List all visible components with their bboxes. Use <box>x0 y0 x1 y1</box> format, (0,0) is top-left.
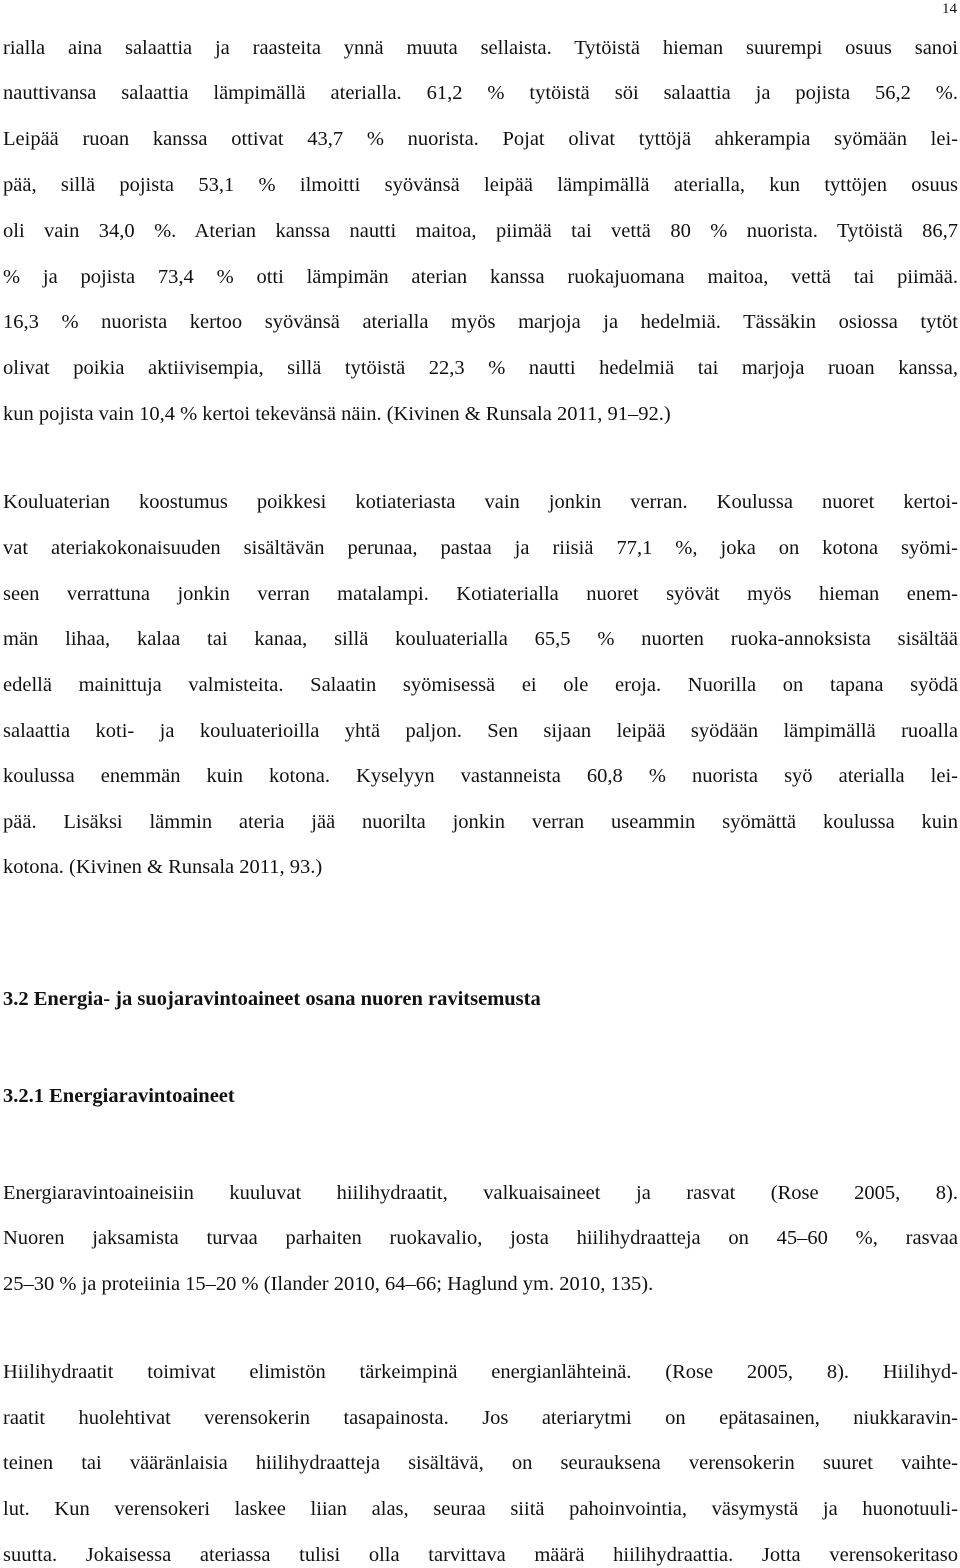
text-line: pää, sillä pojista 53,1 % ilmoitti syövänsä leipää lämpimällä aterialla, kun tyttöjen osuus <box>3 174 958 196</box>
text-line: pää. Lisäksi lämmin ateria jää nuorilta jonkin verran useammin syömättä koulussa kuin <box>3 811 958 833</box>
text-line: Energiaravintoaineisiin kuuluvat hiilihydraatit, valkuaisaineet ja rasvat (Rose 2005, 8). <box>3 1182 958 1204</box>
text-line: Hiilihydraatit toimivat elimistön tärkeimpinä energianlähteinä. (Rose 2005, 8). Hiilihyd- <box>3 1361 958 1383</box>
text-line: % ja pojista 73,4 % otti lämpimän aterian kanssa ruokajuomana maitoa, vettä tai piimää. <box>3 266 958 288</box>
text-line: vat ateriakokonaisuuden sisältävän perunaa, pastaa ja riisiä 77,1 %, joka on kotona syömi- <box>3 537 958 559</box>
text-line: edellä mainittuja valmisteita. Salaatin syömisessä ei ole eroja. Nuorilla on tapana syödä <box>3 674 958 696</box>
text-line: lut. Kun verensokeri laskee liian alas, seuraa siitä pahoinvointia, väsymystä ja huonotuuli- <box>3 1498 958 1520</box>
text-line: koulussa enemmän kuin kotona. Kyselyyn vastanneista 60,8 % nuorista syö aterialla lei- <box>3 765 958 787</box>
text-line: salaattia koti- ja kouluaterioilla yhtä paljon. Sen sijaan leipää syödään lämpimällä ruoalla <box>3 720 958 742</box>
text-line: kotona. (Kivinen & Runsala 2011, 93.) <box>3 856 323 878</box>
text-line: oli vain 34,0 %. Aterian kanssa nautti maitoa, piimää tai vettä 80 % nuorista. Tytöistä 86,7 <box>3 220 958 242</box>
text-line: teinen tai vääränlaisia hiilihydraatteja sisältävä, on seurauksena verensokerin suuret vaihte- <box>3 1452 958 1474</box>
text-line: män lihaa, kalaa tai kanaa, sillä kouluaterialla 65,5 % nuorten ruoka-annoksista sisältää <box>3 628 958 650</box>
text-line: raatit huolehtivat verensokerin tasapainosta. Jos ateriarytmi on epätasainen, niukkaravin- <box>3 1407 958 1429</box>
text-line: kun pojista vain 10,4 % kertoi tekevänsä näin. (Kivinen & Runsala 2011, 91–92.) <box>3 403 671 425</box>
subsection-heading: 3.2.1 Energiaravintoaineet <box>3 1085 235 1107</box>
section-heading: 3.2 Energia- ja suojaravintoaineet osana nuoren ravitsemusta <box>3 988 541 1010</box>
text-line: olivat poikia aktiivisempia, sillä tytöistä 22,3 % nautti hedelmiä tai marjoja ruoan kanssa, <box>3 357 958 379</box>
text-line: seen verrattuna jonkin verran matalampi. Kotiaterialla nuoret syövät myös hieman enem- <box>3 583 958 605</box>
text-line: Nuoren jaksamista turvaa parhaiten ruokavalio, josta hiilihydraatteja on 45–60 %, rasvaa <box>3 1227 958 1249</box>
text-line: Kouluaterian koostumus poikkesi kotiateriasta vain jonkin verran. Koulussa nuoret kertoi- <box>3 491 958 513</box>
text-line: rialla aina salaattia ja raasteita ynnä muuta sellaista. Tytöistä hieman suurempi osuus sanoi <box>3 37 958 59</box>
text-line: 16,3 % nuorista kertoo syövänsä aterialla myös marjoja ja hedelmiä. Tässäkin osiossa tytöt <box>3 311 958 333</box>
text-line: suutta. Jokaisessa ateriassa tulisi olla tarvittava määrä hiilihydraattia. Jotta verensokeritaso <box>3 1544 958 1566</box>
text-line: Leipää ruoan kanssa ottivat 43,7 % nuorista. Pojat olivat tyttöjä ahkerampia syömään lei- <box>3 128 958 150</box>
text-line: 25–30 % ja proteiinia 15–20 % (Ilander 2010, 64–66; Haglund ym. 2010, 135). <box>3 1273 654 1295</box>
text-line: nauttivansa salaattia lämpimällä aterialla. 61,2 % tytöistä söi salaattia ja pojista 56,2 %. <box>3 82 958 104</box>
page-number: 14 <box>942 1 957 17</box>
